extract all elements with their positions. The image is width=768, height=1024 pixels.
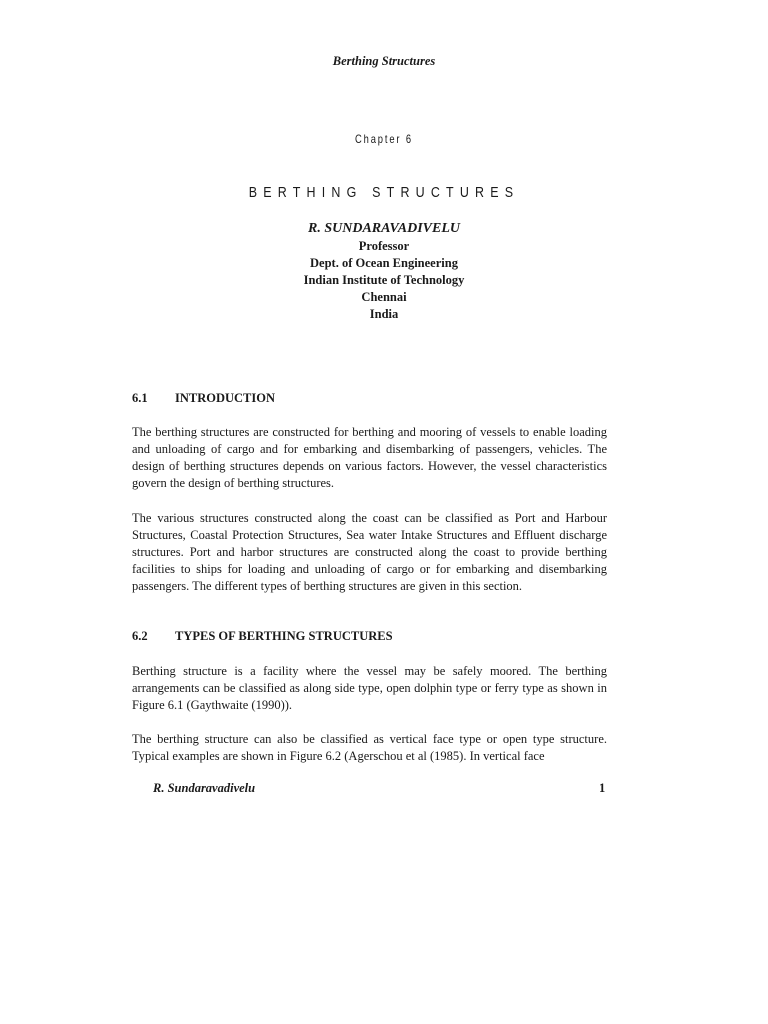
affiliation-city: Chennai xyxy=(361,290,407,304)
author-name: R. SUNDARAVADIVELU xyxy=(308,221,460,236)
paragraph: Berthing structure is a facility where the vessel may be safely moored. The berthing arrangements can be classified as along side type, open dolphin type or ferry type as shown in Figure 6.1 (Gaythwaite (1990)). xyxy=(132,664,607,713)
paragraph: The berthing structure can also be classified as vertical face type or open type structure. Typical examples are shown in Figure 6.2 (Agerschou et al (1985). In vertical face xyxy=(132,732,607,764)
section-heading-introduction xyxy=(132,391,275,406)
paragraph: The berthing structures are constructed for berthing and mooring of vessels to enable loading and unloading of cargo and for embarking and disembarking of passengers, vehicles. The design of berthing structures depends on various factors. However, the vessel characteristics govern the design of berthing structures. xyxy=(132,425,607,491)
running-header: Berthing Structures xyxy=(332,54,436,68)
footer-author: R. Sundaravadivelu xyxy=(153,781,256,795)
affiliation-country: India xyxy=(369,307,399,321)
section-number: 6.1 xyxy=(132,391,148,405)
paragraph: The various structures constructed along the coast can be classified as Port and Harbour Structures, Coastal Protection Structures, Sea water Intake Structures and Effluent discharge structures. Port and harbor structures are constructed along the coast to provide berthing facilities to ships for loading and unloading of cargo or for embarking and disembarking passengers. The different types of berthing structures are given in this section. xyxy=(132,511,607,594)
page-number: 1 xyxy=(599,781,606,795)
section-title: INTRODUCTION xyxy=(175,391,276,405)
affiliation-position: Professor xyxy=(358,239,410,253)
chapter-title: BERTHING STRUCTURES xyxy=(248,185,520,201)
chapter-label: Chapter 6 xyxy=(355,132,413,146)
affiliation-department: Dept. of Ocean Engineering xyxy=(310,256,458,270)
section-heading-types xyxy=(132,629,393,644)
affiliation-institute: Indian Institute of Technology xyxy=(303,273,465,287)
section-title: TYPES OF BERTHING STRUCTURES xyxy=(175,629,393,643)
section-number: 6.2 xyxy=(132,629,148,643)
author-block xyxy=(0,220,768,323)
